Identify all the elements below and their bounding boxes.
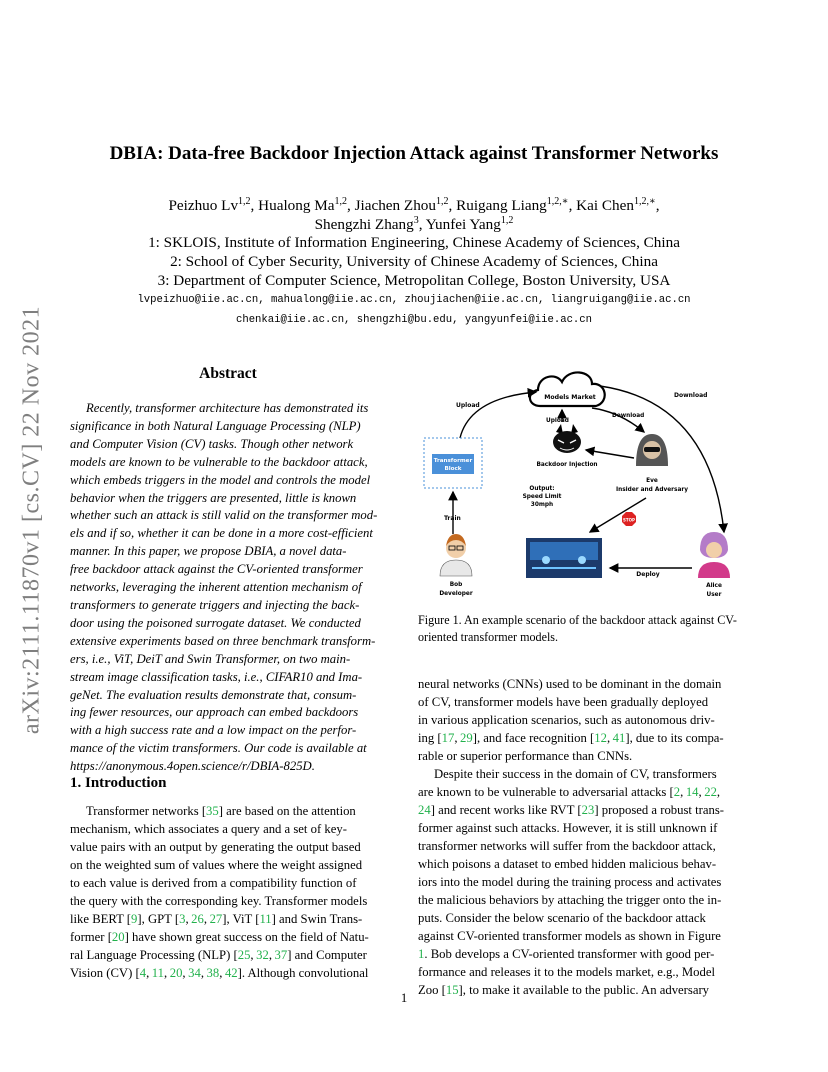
citation-link[interactable]: 37 (274, 948, 288, 962)
citation-link[interactable]: 14 (685, 785, 699, 799)
citation-link[interactable]: 2 (673, 785, 681, 799)
abstract-line: extensive experiments based on three benchmark transform- (70, 633, 376, 648)
abstract-heading: Abstract (199, 365, 257, 382)
eve-name-label: Eve (646, 478, 658, 484)
download-mid-label: Download (612, 413, 645, 419)
email-line-1: lvpeizhuo@iie.ac.cn, mahualong@iie.ac.cn, zhoujiachen@iie.ac.cn, liangruigang@iie.ac.cn (137, 294, 691, 306)
abstract-line: geNet. The evaluation results demonstrate that, consum- (70, 687, 357, 702)
transformer-block-label-1: Transformer (433, 458, 473, 464)
affiliation-2: 2: School of Cyber Security, University of Chinese Academy of Sciences, China (170, 253, 658, 270)
abstract-line: stream image classification tasks, i.e., CIFAR10 and Ima- (70, 669, 363, 684)
body-line: against CV-oriented transformer models as shown in Figure (418, 929, 721, 943)
intro-line: former [20] have shown great success on the field of Natu- (70, 930, 369, 944)
deploy-label: Deploy (636, 571, 660, 578)
body-line: formance and releases it to the models market, e.g., Model (418, 965, 715, 979)
train-label: Train (444, 515, 461, 522)
body-line: ing [17, 29], and face recognition [12, 41], due to its compa- (418, 731, 724, 745)
alice-name-label: Alice (706, 583, 722, 589)
author-list: Peizhuo Lv$^{1,2}$, Hualong Ma$^{1,2}$, Jiachen Zhou$^{1,2}$, Ruigang Liang$^{1,2,∗}$, Kai Chen$^{1,2,∗}$, Shengzhi Zhang$^3$, Yunfei Yang$^{1,2}$ (168, 195, 660, 233)
abstract-line: whether such an attack is still valid on the transformer mod- (70, 508, 378, 523)
arxiv-stamp-text: arXiv:2111.11870v1 [cs.CV] 22 Nov 2021 (18, 305, 45, 735)
citation-link[interactable]: 20 (111, 930, 125, 944)
upload-mid-label: Upload (546, 418, 569, 424)
citation-link[interactable]: 29 (460, 731, 473, 745)
author-affil-sup: 3 (413, 214, 419, 226)
body-line: puts. Consider the below scenario of the backdoor attack (418, 911, 706, 925)
affiliation-1: 1: SKLOIS, Institute of Information Engineering, Chinese Academy of Sciences, China (148, 234, 680, 251)
body-line: 1. Bob develops a CV-oriented transformer with good per- (418, 947, 715, 961)
abstract-line: free backdoor attack against the CV-oriented transformer (70, 562, 363, 577)
intro-line: ral Language Processing (NLP) [25, 32, 37] and Computer (70, 948, 367, 962)
body-line: former against such attacks. However, it is still unknown if (418, 821, 718, 835)
author-name: Ruigang Liang (456, 197, 547, 214)
affiliation-3: 3: Department of Computer Science, Metropolitan College, Boston University, USA (157, 272, 671, 289)
citation-link[interactable]: 32 (256, 948, 269, 962)
body-line: rable or superior performance than CNNs. (418, 749, 633, 763)
body-line: of CV, transformer models have been gradually deployed (418, 695, 709, 709)
abstract-line: els and if so, whether it can be done in a more cost-efficient (70, 526, 373, 541)
intro-line: to each value is derived from a compatibility function of (70, 876, 357, 890)
developer-avatar-icon (440, 534, 472, 576)
body-line: Despite their success in the domain of CV, transformers (434, 767, 717, 781)
author-name: Peizhuo Lv (168, 197, 239, 214)
author-affil-sup: 1,2 (334, 195, 347, 207)
abstract-line: Recently, transformer architecture has demonstrated its (86, 401, 369, 415)
output-label-2: Speed Limit (522, 494, 562, 500)
paper-title: DBIA: Data-free Backdoor Injection Attack against Transformer Networks (109, 143, 719, 164)
abstract-line: transformers to generate triggers and injecting the back- (70, 597, 360, 612)
bob-role-label: Developer (439, 591, 473, 597)
intro-body (70, 802, 390, 982)
arxiv-stamp (12, 280, 52, 760)
intro-line: the query with the corresponding key. Transformer models (70, 894, 368, 908)
body-line: neural networks (CNNs) used to be dominant in the domain (418, 677, 722, 691)
abstract-line: https://anonymous.4open.science/r/DBIA-825D. (70, 759, 315, 774)
intro-line: mechanism, which associates a query and a set of key- (70, 822, 347, 836)
models-market-label: Models Market (544, 394, 596, 401)
author-name: Kai Chen (576, 197, 634, 214)
caption-line: oriented transformer models. (418, 629, 559, 644)
figure-caption (418, 612, 740, 645)
body-line: which poisons a dataset to embed hidden malicious behav- (418, 857, 717, 871)
citation-link[interactable]: 41 (612, 731, 626, 745)
author-name: Hualong Ma (258, 197, 335, 214)
alice-role-label: User (706, 592, 722, 598)
citation-link[interactable]: 24 (418, 803, 431, 817)
abstract-line: manner. In this paper, we propose DBIA, a novel data- (70, 544, 347, 559)
eve-to-car-arrow (590, 498, 646, 532)
author-name: Yunfei Yang (425, 216, 501, 233)
abstract-line: significance in both Natural Language Processing (NLP) (70, 418, 361, 433)
citation-link[interactable]: 34 (188, 966, 201, 980)
abstract-line: networks, leveraging the inherent attention mechanism of (70, 580, 362, 595)
abstract-line: with a high success rate and a low impact on the perfor- (70, 723, 357, 738)
output-label-1: Output: (529, 486, 555, 492)
upload-arrow (460, 392, 536, 438)
hacker-icon (636, 434, 668, 466)
caption-line: Figure 1. An example scenario of the backdoor attack against CV- (418, 613, 737, 627)
email-line-2: chenkai@iie.ac.cn, shengzhi@bu.edu, yangyunfei@iie.ac.cn (235, 314, 592, 326)
citation-link[interactable]: 12 (594, 731, 607, 745)
body-line: Zoo [15], to make it available to the public. An adversary (418, 983, 710, 997)
abstract-line: ing fewer resources, our approach can embed backdoors (70, 705, 359, 720)
body-line: transformer networks will suffer from the backdoor attack, (418, 839, 716, 853)
abstract-line: which embeds triggers in the model and controls the model (70, 472, 371, 487)
abstract-line: mance of the victim transformers. Our code is available at (70, 741, 367, 756)
intro-line: value pairs with an output by generating the output based (70, 840, 361, 854)
author-affil-sup: 1,2 (238, 195, 251, 207)
citation-link[interactable]: 35 (206, 804, 219, 818)
bob-name-label: Bob (449, 582, 463, 588)
abstract-line: models are known to be vulnerable to the backdoor attack, (70, 454, 368, 469)
citation-link[interactable]: 15 (445, 983, 459, 997)
intro-heading: 1. Introduction (70, 775, 167, 791)
author-affil-sup: 1,2,∗ (546, 195, 569, 207)
citation-link[interactable]: 22 (704, 785, 717, 799)
author-affil-sup: 1,2,∗ (633, 195, 656, 207)
abstract-line: behavior when the triggers are presented, little is known (70, 490, 357, 505)
eve-to-backdoor-arrow (586, 450, 634, 458)
body-line: in various application scenarios, such as autonomous driv- (418, 713, 715, 727)
citation-link[interactable]: 27 (209, 912, 223, 926)
stop-sign-icon (622, 512, 636, 526)
citation-link[interactable]: 4 (139, 966, 147, 980)
download-top-label: Download (674, 392, 708, 399)
backdoor-injection-label: Backdoor Injection (536, 462, 598, 468)
transformer-block-label-2: Block (444, 466, 462, 472)
author-affil-sup: 1,2 (436, 195, 449, 207)
citation-link[interactable]: 11 (151, 966, 164, 980)
intro-line: on the weighted sum of values where the weight assigned (70, 858, 363, 872)
body-line: are known to be vulnerable to adversarial attacks [2, 14, 22, (418, 785, 721, 799)
citation-link[interactable]: 20 (169, 966, 183, 980)
upload-left-label: Upload (456, 402, 480, 409)
body-line: iors into the model during the training process and activates (418, 875, 722, 889)
user-avatar-icon (698, 532, 730, 578)
author-name: Jiachen Zhou (354, 197, 436, 214)
citation-link[interactable]: 3 (179, 912, 186, 926)
svg-text:STOP: STOP (623, 517, 635, 523)
body-line: the malicious behaviors by attaching the trigger onto the in- (418, 893, 722, 907)
citation-link[interactable]: 26 (191, 912, 204, 926)
author-name: Shengzhi Zhang (314, 216, 414, 233)
devil-icon (553, 424, 581, 453)
figure-1-diagram (420, 362, 742, 600)
abstract-line: ers, i.e., ViT, DeiT and Swin Transformer, on two main- (70, 651, 351, 666)
citation-link[interactable]: 42 (224, 966, 238, 980)
intro-line: Transformer networks [35] are based on the attention (86, 804, 356, 818)
page-number: 1 (400, 991, 408, 1005)
intro-line: Vision (CV) [4, 11, 20, 34, 38, 42]. Although convolutional (70, 966, 369, 980)
citation-link[interactable]: 25 (237, 948, 251, 962)
right-column-body (418, 675, 738, 999)
intro-line: like BERT [9], GPT [3, 26, 27], ViT [11] and Swin Trans- (70, 912, 363, 926)
eve-role-label: Insider and Adversary (615, 487, 689, 493)
abstract-body (70, 400, 390, 776)
citation-link[interactable]: 23 (581, 803, 595, 817)
abstract-line: door using the poisoned surrogate dataset. We conducted (70, 615, 361, 630)
autonomous-car-image (526, 538, 602, 578)
figure-ref-link[interactable]: 1 (418, 947, 425, 961)
abstract-line: and Computer Vision (CV) tasks. Though other network (70, 436, 354, 451)
output-label-3: 30mph (530, 502, 554, 508)
citation-link[interactable]: 17 (441, 731, 455, 745)
body-line: 24] and recent works like RVT [23] proposed a robust trans- (418, 803, 725, 817)
citation-link[interactable]: 11 (259, 912, 272, 926)
author-affil-sup: 1,2 (500, 214, 514, 226)
download-mid-arrow (592, 408, 644, 432)
citation-link[interactable]: 38 (206, 966, 220, 980)
citation-link[interactable]: 9 (131, 912, 138, 926)
